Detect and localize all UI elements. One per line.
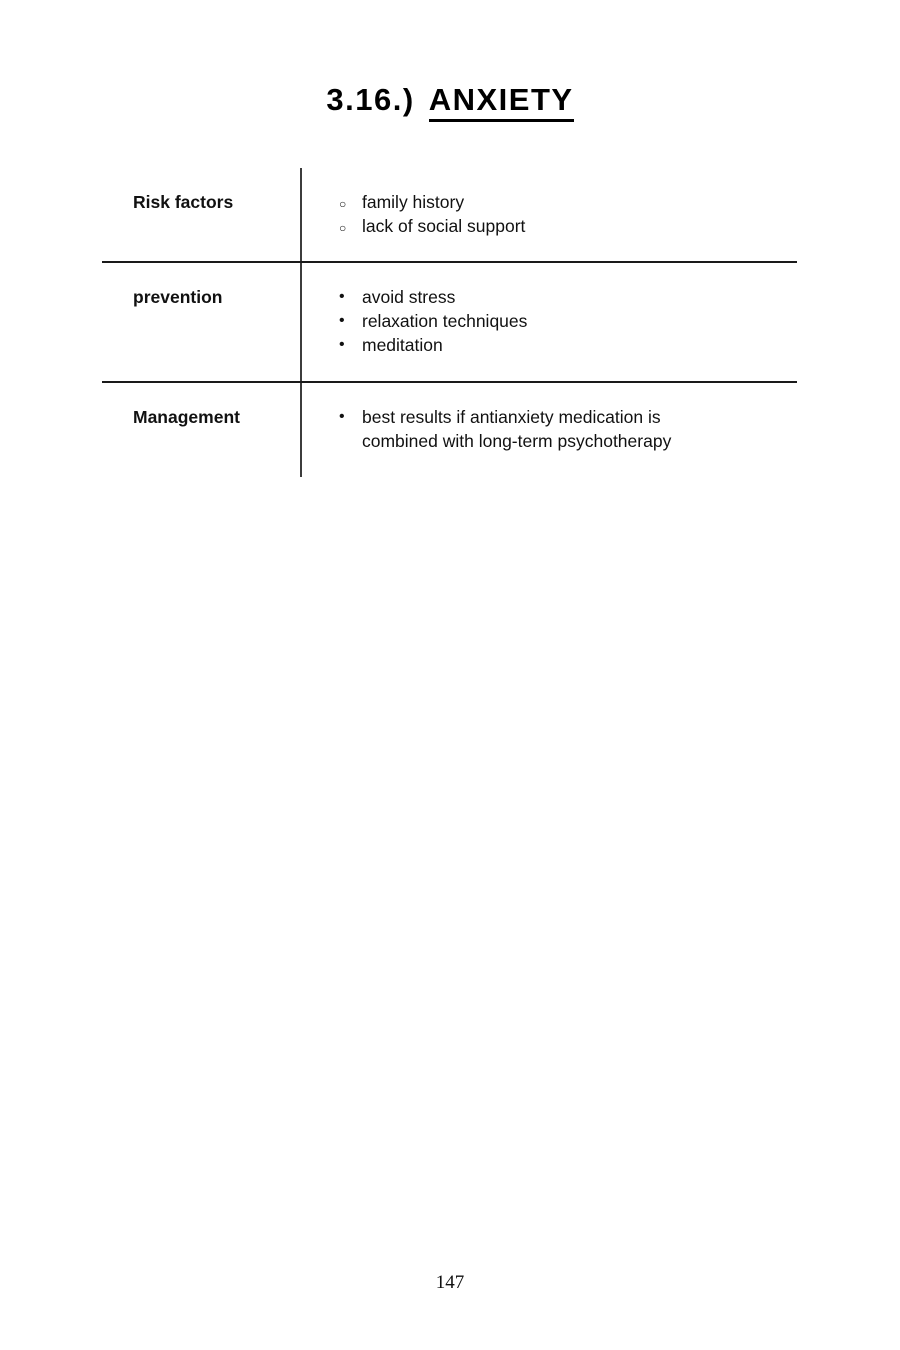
row-content	[300, 383, 797, 477]
list-item	[300, 190, 797, 214]
bullet-list	[300, 285, 797, 357]
list-item-text: relaxation techniques	[362, 311, 528, 331]
list-item	[300, 405, 797, 453]
page-number: 147	[435, 1272, 465, 1293]
row-label: Management	[133, 407, 240, 427]
section-name: ANXIETY	[429, 82, 574, 122]
circle-bullet-icon: ○	[339, 221, 347, 235]
bullet-list	[300, 190, 797, 238]
table-row-management	[102, 383, 797, 477]
table-row-prevention	[102, 263, 797, 382]
bullet-list	[300, 405, 797, 453]
page-title	[0, 82, 900, 122]
list-item	[300, 214, 797, 238]
list-item	[300, 285, 797, 309]
disc-bullet-icon: •	[339, 288, 345, 305]
row-content	[300, 168, 797, 262]
row-content	[300, 263, 797, 382]
row-label: prevention	[133, 287, 223, 307]
disc-bullet-icon: •	[339, 312, 345, 329]
circle-bullet-icon: ○	[339, 197, 347, 211]
disc-bullet-icon: •	[339, 336, 345, 353]
disc-bullet-icon: •	[339, 408, 345, 425]
list-item-text: lack of social support	[362, 216, 526, 236]
row-label: Risk factors	[133, 192, 234, 212]
list-item-text: meditation	[362, 335, 443, 355]
list-item-text: avoid stress	[362, 287, 456, 307]
list-item-text: family history	[362, 192, 465, 212]
table-row-risk-factors	[102, 168, 797, 262]
list-item	[300, 309, 797, 333]
list-item-text: best results if antianxiety medication is combined with long-term psychotherapy	[362, 407, 672, 451]
list-item	[300, 333, 797, 357]
info-table	[102, 168, 797, 477]
section-number: 3.16.)	[326, 82, 415, 117]
